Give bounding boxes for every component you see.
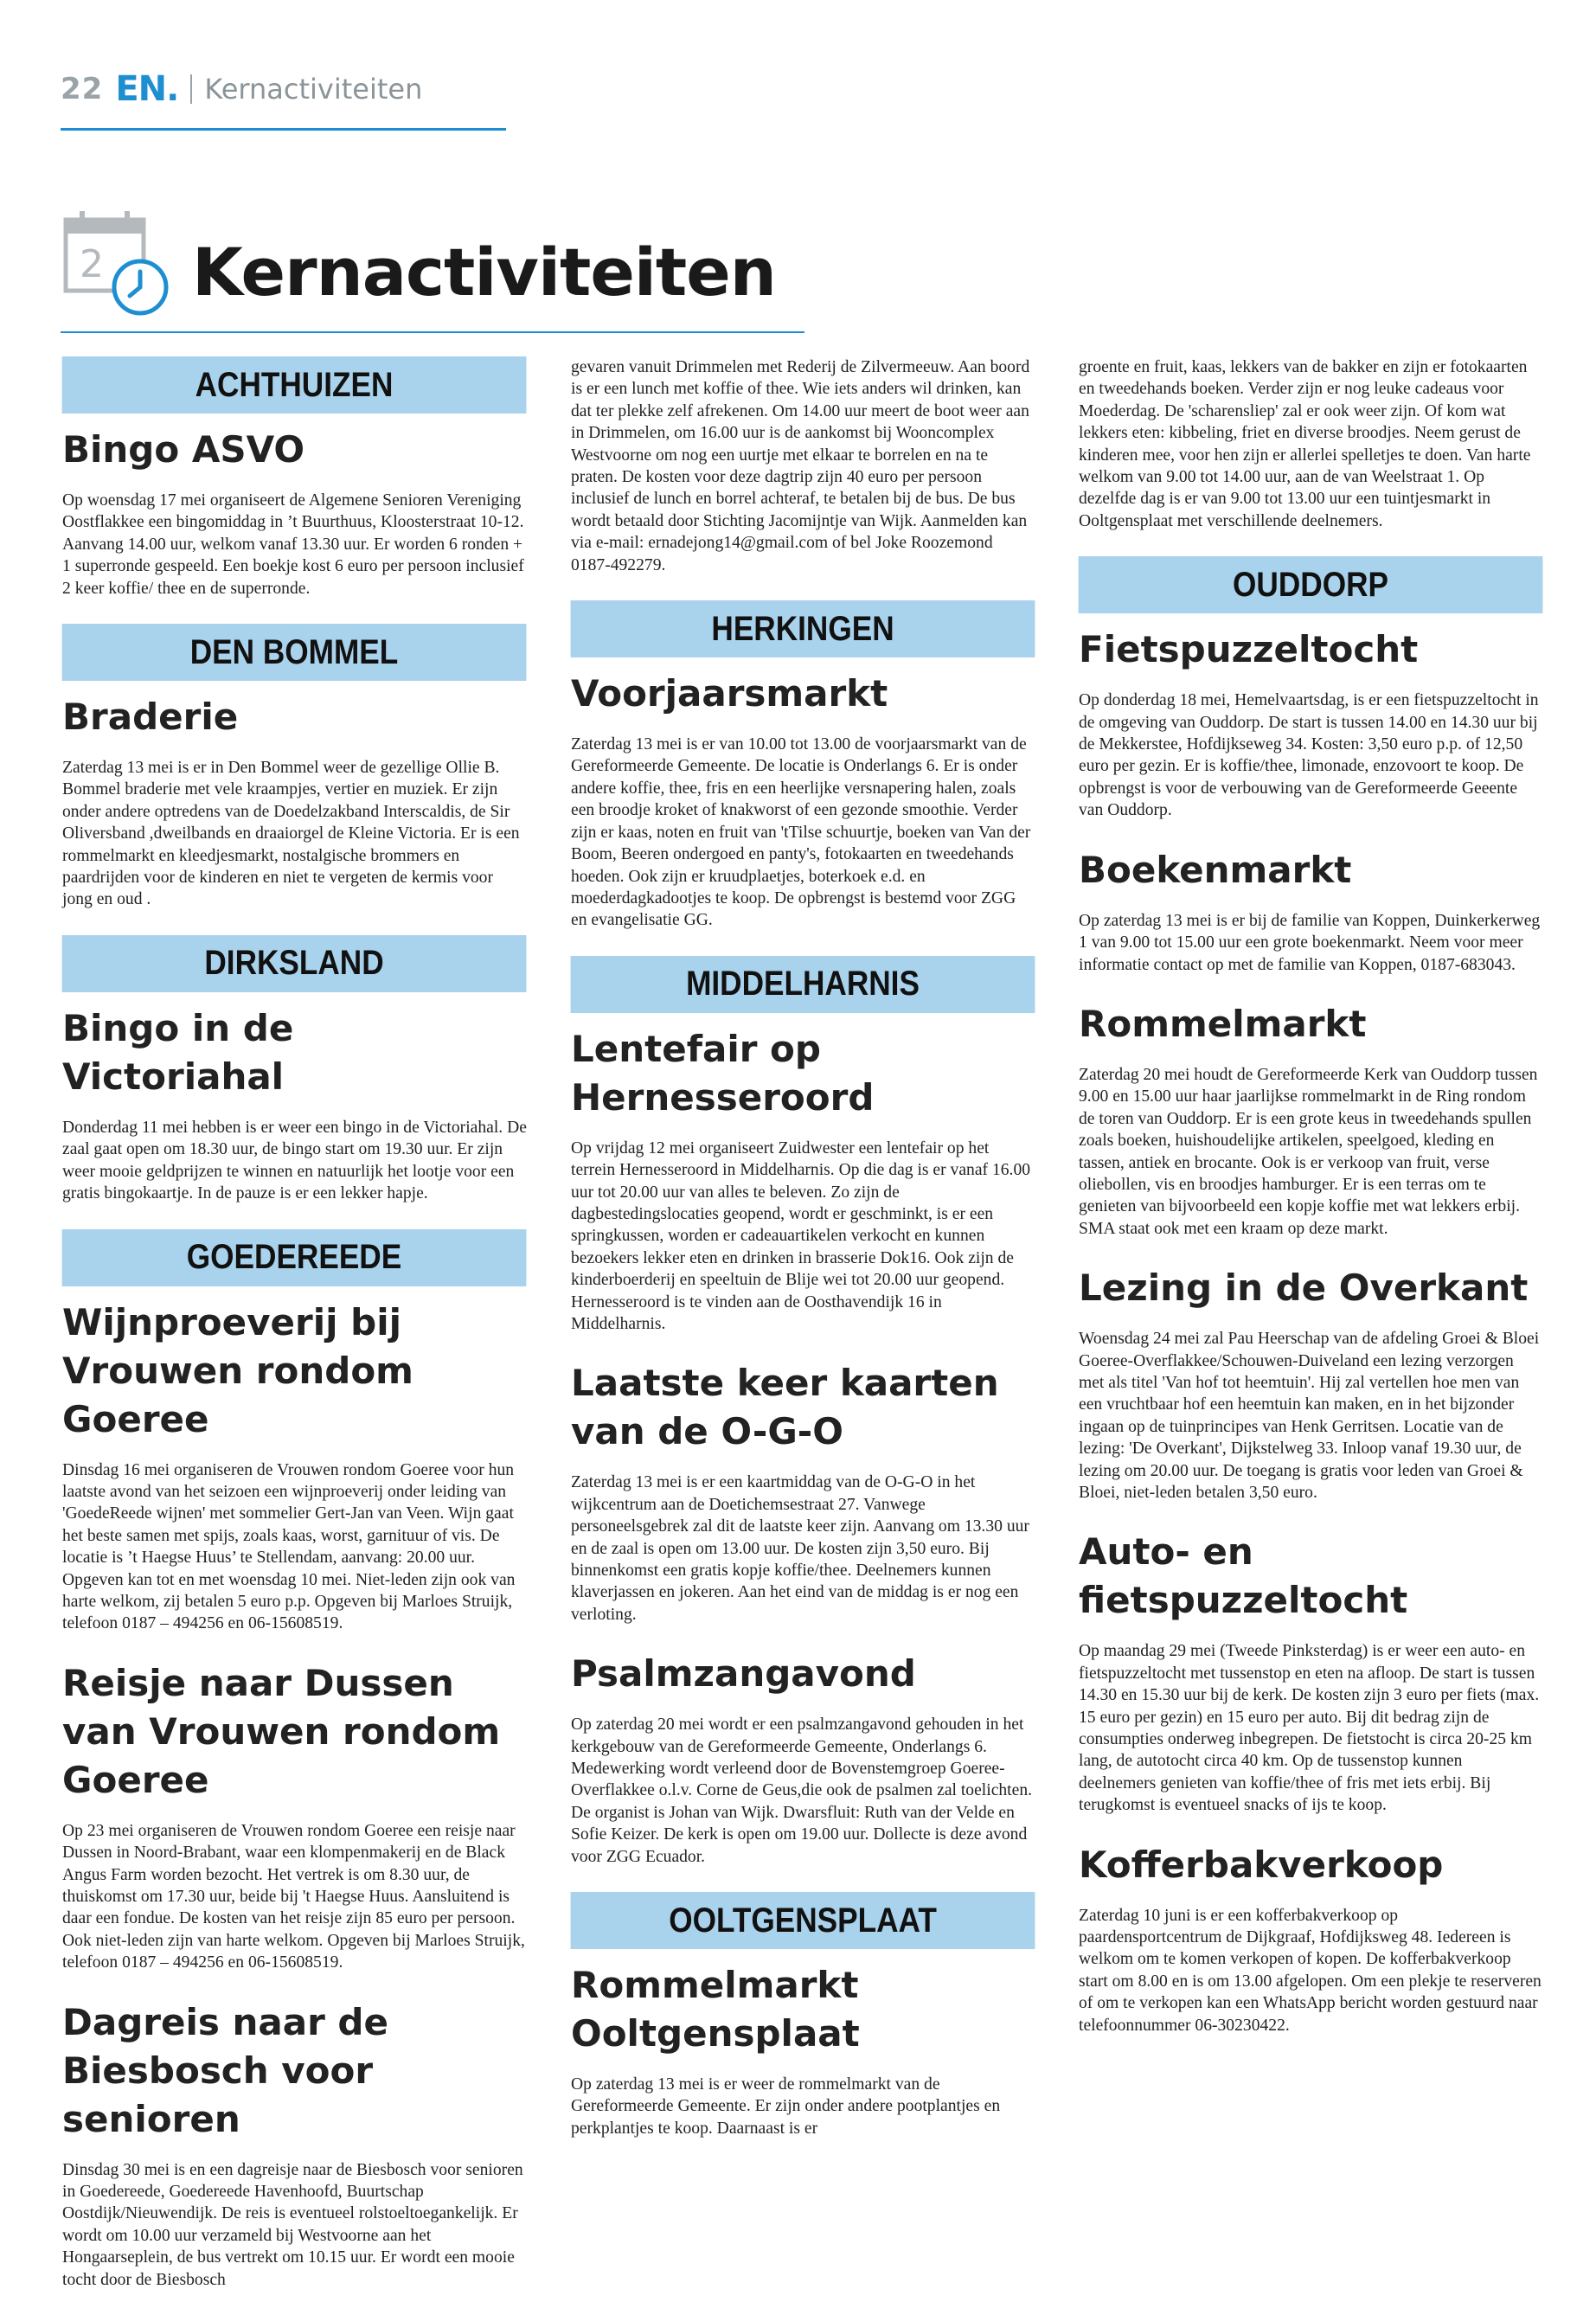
event-title-lezing-overkant: Lezing in de Overkant [1079, 1267, 1529, 1310]
calendar-digit: 2 [80, 242, 104, 286]
event-title-wijnproeverij: Wijnproeverij bij Vrouwen rondom Goeree [62, 1300, 413, 1440]
event-title-rommelmarkt: Rommelmarkt [1079, 1002, 1367, 1045]
column-2 [571, 356, 1035, 2164]
event-text-kofferbakverkoop: Zaterdag 10 juni is er een kofferbakverkoop op paardensportcentrum de Dijkgraaf, Hofdijksweg 48. Iedereen is welkom om te komen verkopen of kopen. De kofferbakverkoop start om 8.00 en is om 13.00 afgelopen. Om een plekje te reserveren of om te verkopen kan een WhatsApp bericht worden gestuurd naar telefoonnummer 06-30230422. [1079, 1906, 1542, 2035]
header-rule [61, 128, 506, 131]
event-title-reisje-dussen: Reisje naar Dussen van Vrouwen rondom Goeree [62, 1661, 501, 1801]
section-label: Kernactiviteiten [204, 73, 423, 106]
town-dirksland: DIRKSLAND [62, 935, 527, 992]
event-text-rommelmarkt-ooltgensplaat-continued: groente en fruit, kaas, lekkers van de bakker en zijn er fotokaarten en tweedehands boeken. Verder zijn er nog leuke cadeaus voor Moederdag. De 'scharensliep' zal er ook weer zijn. Of kom wat lekkers eten: kibbeling, friet en diverse broodjes. Neem gerust de kinderen mee, voor hen zijn er allerlei spelletjes te doen. Van harte welkom van 9.00 tot 14.00 uur, aan de van Weelstraat 1. Op dezelfde dag is er van 9.00 tot 13.00 uur een tuintjesmarkt in Ooltgensplaat met verschillende deelnemers. [1079, 358, 1531, 530]
event-text-boekenmarkt: Op zaterdag 13 mei is er bij de familie van Koppen, Duinkerkerweg 1 van 9.00 tot 15.00 uur een grote boekenmarkt. Neem voor meer informatie contact op met de familie van Koppen, 0187-683043. [1079, 911, 1541, 974]
event-title-fietspuzzeltocht: Fietspuzzeltocht [1079, 628, 1419, 671]
page-header [61, 67, 422, 111]
event-title-bingo-asvo: Bingo ASVO [62, 428, 305, 471]
event-text-auto-fietspuzzeltocht: Op maandag 29 mei (Tweede Pinksterdag) is er weer een auto- en fietspuzzeltocht met tussenstop en eten na afloop. De start is tussen 14.30 en 15.30 uur bij de kerk. De kosten zijn 3 euro per fiets (max. 15 euro per gezin) en 15 euro per auto. Bij dit bedrag zijn de consumpties onderweg inbegrepen. De fietstocht is circa 20-25 km lang, de autotocht circa 40 km. Op de tussenstop kunnen deelnemers genieten van koffie/thee of fris met iets erbij. Bij terugkomst is eventueel snacks of ijs te koop. [1079, 1642, 1540, 1815]
event-text-rommelmarkt-ooltgensplaat: Op zaterdag 13 mei is er weer de rommelmarkt van de Gereformeerde Gemeente. Er zijn onder andere pootplantjes en perkplantjes te koop. Daarnaast is er [571, 2075, 1001, 2138]
page-number: 22 [61, 72, 104, 106]
event-text-dagreis-continued: gevaren vanuit Drimmelen met Rederij de Zilvermeeuw. Aan boord is er een lunch met koffie of thee. Wie iets anders wil drinken, kan dat ter plekke zelf afrekenen. Om 14.00 uur meert de boot weer aan in Drimmelen, om 16.00 uur is de aankomst bij Wooncomplex Westvoorne om nog een uurtje met elkaar te borrelen en na te praten. De kosten voor deze dagtrip zijn 40 euro per persoon inclusief de lunch en borrel achteraf, te betalen bij de bus. De bus wordt betaald door Stichting Jacomijntje van Wijk. Aanmelden kan via e-mail: ernadejong14@gmail.com of bel Joke Roozemond 0187-492279. [571, 358, 1030, 574]
logo: EN. [115, 69, 179, 109]
event-text-fietspuzzeltocht: Op donderdag 18 mei, Hemelvaartsdag, is er een fietspuzzeltocht in de omgeving van Ouddorp. De start is tussen 14.00 en 14.30 uur bij de Mekkerstee, Hofdijkseweg 34. Kosten: 3,50 euro p.p. of 12,50 euro per gezin. Er is koffie/thee, limonade, enzovoort te koop. De opbrengst is voor de verbouwing van de Gereformeerde Geeente van Ouddorp. [1079, 691, 1539, 820]
town-ooltgensplaat: OOLTGENSPLAAT [571, 1892, 1035, 1949]
town-goedereede: GOEDEREEDE [62, 1229, 527, 1286]
event-text-wijnproeverij: Dinsdag 16 mei organiseren de Vrouwen rondom Goeree voor hun laatste avond van het seizoen een wijnproeverij onder leiding van 'GoedeReede wijnen' met sommelier Gert-Jan van Veen. Wijn gaat het beste samen met spijs, zoals kaas, worst, garnituur of vis. De locatie is ’t Haegse Huus’ te Stellendam, aanvang: 20.00 uur. Opgeven kan tot en met woensdag 10 mei. Niet-leden zijn ook van harte welkom, zij betalen 5 euro p.p. Opgeven bij Marloes Struijk, telefoon 0187 – 494256 en 06-15608519. [62, 1460, 516, 1633]
title-rule [61, 331, 804, 333]
header-divider [190, 74, 192, 104]
calendar-clock-icon [61, 208, 173, 320]
event-title-victoriahal: Bingo in de Victoriahal [62, 1006, 294, 1098]
event-title-kofferbakverkoop: Kofferbakverkoop [1079, 1843, 1444, 1886]
event-title-rommelmarkt-ooltgensplaat: Rommelmarkt Ooltgensplaat [571, 1964, 860, 2055]
event-text-voorjaarsmarkt: Zaterdag 13 mei is er van 10.00 tot 13.00 de voorjaarsmarkt van de Gereformeerde Gemeente. De locatie is Onderlangs 6. Er is onder andere koffie, thee, fris en een heerlijke versnapering halen, zoals een broodje kroket of knakworst of een gezonde smoothie. Verder zijn er kaas, noten en fruit van 'tTilse schuurtje, boeken van Van der Boom, Beeren ondergoed en panty's, fotokaarten en tweedehands hoeden. Ook zijn er kruudplaetjes, boterkoek e.d. en moederdagkadootjes te koop. De opbrengst is bestemd voor ZGG en evangelisatie GG. [571, 735, 1031, 930]
event-title-dagreis-biesbosch: Dagreis naar de Biesbosch voor senioren [62, 2000, 388, 2140]
event-title-ogo-kaarten: Laatste keer kaarten van de O-G-O [571, 1362, 999, 1453]
event-text-ogo-kaarten: Zaterdag 13 mei is er een kaartmiddag van de O-G-O in het wijkcentrum aan de Doetichemsestraat 27. Vanwege personeelsgebrek zal dit de laatste keer zijn. Aanvang om 13.30 uur en de zaal is open om 13.00 uur. De kosten zijn 3,50 euro. Bij binnenkomst een gratis kopje koffie/thee. Deelnemers kunnen klaverjassen en jokeren. Aan het eind van de middag is er nog een verloting. [571, 1473, 1029, 1624]
event-text-rommelmarkt: Zaterdag 20 mei houdt de Gereformeerde Kerk van Ouddorp tussen 9.00 en 15.00 uur haar jaarlijkse rommelmarkt in de Ring rondom de toren van Ouddorp. Er is een grote keus in tweedehands spullen zoals boeken, huishoudelijke artikelen, speelgoed, kleding en tassen, antiek en brocante. Ook is er verkoop van fruit, verse oliebollen, vis en broodjes hamburger. Er is een terras om te genieten van bijvoorbeeld een kopje koffie met wat lekkers erbij. SMA staat ook met een kraam op deze markt. [1079, 1065, 1538, 1238]
town-middelharnis: MIDDELHARNIS [571, 956, 1035, 1013]
event-text-braderie: Zaterdag 13 mei is er in Den Bommel weer de gezellige Ollie B. Bommel braderie met vele kraampjes, vertier en muziek. Er zijn onder andere optredens van de Doedelzakband Interscaldis, de Sir Oliversband ,dweilbands en draaiorgel de Kleine Victoria. Er is een rommelmarkt en kleedjesmarkt, nostalgische brommers en paardrijden voor de kinderen en niet te vergeten de kermis voor jong en oud . [62, 759, 520, 909]
event-title-auto-fietspuzzeltocht: Auto- en fietspuzzeltocht [1079, 1530, 1408, 1622]
event-text-dagreis-biesbosch: Dinsdag 30 mei is en een dagreisje naar de Biesbosch voor senioren in Goedereede, Goedereede Havenhoofd, Buurtschap Oostdijk/Nieuwendijk. De reis is eventueel rolstoeltoegankelijk. Er wordt om 10.00 uur verzameld bij Westvoorne aan het Hongaarseplein, de bus vertrekt om 10.15 uur. Er wordt een mooie tocht door de Biesbosch [62, 2160, 523, 2289]
event-text-reisje-dussen: Op 23 mei organiseren de Vrouwen rondom Goeree een reisje naar Dussen in Noord-Brabant, waar een klompenmakerij en de Black Angus Farm worden bezocht. Het vertrek is om 8.30 uur, de thuiskomst om 17.30 uur, beide bij 't Haegse Huus. Aansluitend is daar een fondue. De kosten van het reisje zijn 85 euro per persoon. Ook niet-leden zijn van harte welkom. Opgeven bij Marloes Struijk, telefoon 0187 – 494256 en 06-15608519. [62, 1821, 525, 1972]
event-title-lentefair: Lentefair op Hernesseroord [571, 1027, 875, 1119]
event-text-lezing-overkant: Woensdag 24 mei zal Pau Heerschap van de afdeling Groei & Bloei Goeree-Overflakkee/Schouwen-Duiveland een lezing verzorgen met als titel 'Van hof tot heemtuin'. Hij zal vertellen hoe men van een vruchtbaar hof een heemtuin kan maken, en in het bijzonder ingaan op de tuinprincipes van Henk Gerritsen. Locatie van de lezing: 'De Overkant', Dijkstelweg 33. Inloop vanaf 19.30 uur, de lezing om 20.00 uur. De toegang is gratis voor leden van Groei & Bloei, niet-leden betalen 3,50 euro. [1079, 1330, 1540, 1502]
town-herkingen: HERKINGEN [571, 600, 1035, 657]
event-text-psalmzangavond: Op zaterdag 20 mei wordt er een psalmzangavond gehouden in het kerkgebouw van de Gereformeerde Gemeente, Onderlangs 6. Medewerking wordt verleend door de Bovenstemgroep Goeree-Overflakkee o.l.v. Corne de Geus,die ook de psalmen zal toelichten. De organist is Johan van Wijk. Dwarsfluit: Ruth van der Velde en Sofie Keizer. De kerk is open om 19.00 uur. Dollecte is deze avond voor ZGG Ecuador. [571, 1715, 1033, 1866]
event-text-bingo-asvo: Op woensdag 17 mei organiseert de Algemene Senioren Vereniging Oostflakkee een bingomiddag in ’t Buurthuus, Kloosterstraat 10-12. Aanvang 14.00 uur, welkom vanaf 13.30 uur. Er worden 6 ronden + 1 superronde gespeeld. Een boekje kost 6 euro per persoon inclusief 2 keer koffie/ thee en de superronde. [62, 491, 524, 598]
column-1 [62, 356, 527, 2315]
town-ouddorp: OUDDORP [1079, 556, 1543, 613]
title-block [61, 208, 804, 320]
town-achthuizen: ACHTHUIZEN [62, 356, 527, 414]
town-den-bommel: DEN BOMMEL [62, 624, 527, 681]
event-title-psalmzangavond: Psalmzangavond [571, 1652, 916, 1696]
event-title-boekenmarkt: Boekenmarkt [1079, 848, 1352, 891]
event-text-victoriahal: Donderdag 11 mei hebben is er weer een bingo in de Victoriahal. De zaal gaat open om 18.30 uur, de bingo start om 19.30 uur. Er zijn weer mooie geldprijzen te winnen en natuurlijk het lootje voor een gratis bingokaartje. In de pauze is er een lekker hapje. [62, 1118, 527, 1203]
event-text-lentefair: Op vrijdag 12 mei organiseert Zuidwester een lentefair op het terrein Hernesseroord in Middelharnis. Op die dag is er vanaf 16.00 uur tot 20.00 uur van alles te beleven. Zo zijn de dagbestedingslocaties geopend, wordt er geschminkt, is er een springkussen, worden er cadeauartikelen verkocht en kunnen bezoekers lekker eten en drinken in brasserie Dok16. Ook zijn de kinderboerderij en speeltuin de Blije wei tot 20.00 uur geopend. Hernesseroord is te vinden aan de Oosthavendijk 16 in Middelharnis. [571, 1138, 1031, 1333]
column-3 [1079, 356, 1543, 2061]
event-title-voorjaarsmarkt: Voorjaarsmarkt [571, 672, 888, 715]
page-title: Kernactiviteiten [192, 234, 776, 311]
event-title-braderie: Braderie [62, 696, 239, 739]
